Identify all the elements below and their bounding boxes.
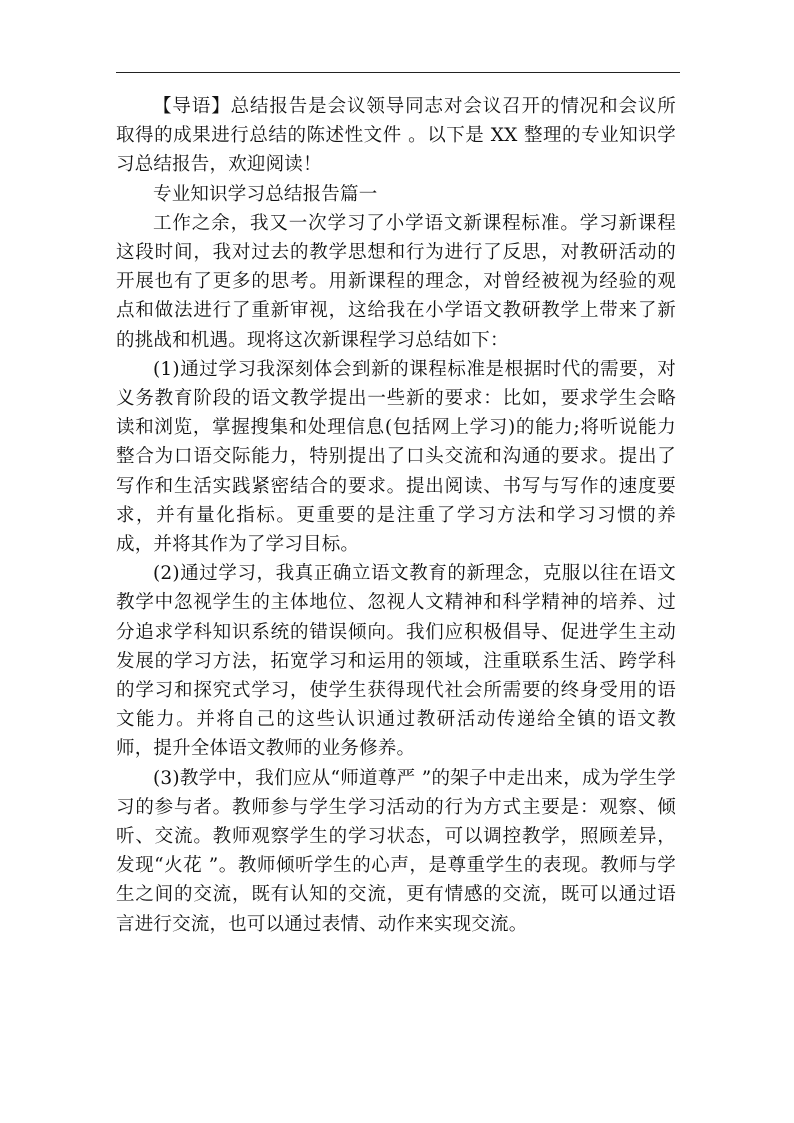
paragraph-point-1: (1)通过学习我深刻体会到新的课程标准是根据时代的需要，对义务教育阶段的语文教学提出一些新的要求：比如，要求学生会略读和浏览，掌握搜集和处理信息(包括网上学习)的能力;将听说能力整合为口语交际能力，特别提出了口头交流和沟通的要求。提出了写作和生活实践紧密结合的要求。提出阅读、书写与写作的速度要求，并有量化指标。更重要的是注重了学习方法和学习习惯的养成，并将其作为了学习目标。 (116, 358, 676, 556)
paragraph-opening: 工作之余，我又一次学习了小学语文新课程标准。学习新课程这段时间，我对过去的教学思想和行为进行了反思，对教研活动的开展也有了更多的思考。用新课程的理念，对曾经被视为经验的观点和做法进行了重新审视，这给我在小学语文教研教学上带来了新的挑战和机遇。现将这次新课程学习总结如下： (116, 212, 676, 351)
paragraph-point-2: (2)通过学习，我真正确立语文教育的新理念，克服以往在语文教学中忽视学生的主体地位、忽视人文精神和科学精神的培养、过分追求学科知识系统的错误倾向。我们应积极倡导、促进学生主动发展的学习方法，拓宽学习和运用的领域，注重联系生活、跨学科的学习和探究式学习，使学生获得现代社会所需要的终身受用的语文能力。并将自己的这些认识通过教研活动传递给全镇的语文教师，提升全体语文教师的业务修养。 (116, 563, 676, 760)
intro-paragraph: 【导语】总结报告是会议领导同志对会议召开的情况和会议所取得的成果进行总结的陈述性文件 。以下是 XX 整理的专业知识学习总结报告，欢迎阅读！ (116, 96, 676, 176)
document-body (116, 92, 676, 939)
section-heading: 专业知识学习总结报告篇一 (153, 183, 378, 205)
header-rule (116, 72, 680, 73)
paragraph-point-3: (3)教学中，我们应从“师道尊严 ”的架子中走出来，成为学生学习的参与者。教师参与学生学习活动的行为方式主要是：观察、倾听、交流。教师观察学生的学习状态，可以调控教学，照顾差异，发现“火花 ”。教师倾听学生的心声，是尊重学生的表现。教师与学生之间的交流，既有认知的交流，更有情感的交流，既可以通过语言进行交流，也可以通过表情、动作来实现交流。 (116, 767, 676, 935)
